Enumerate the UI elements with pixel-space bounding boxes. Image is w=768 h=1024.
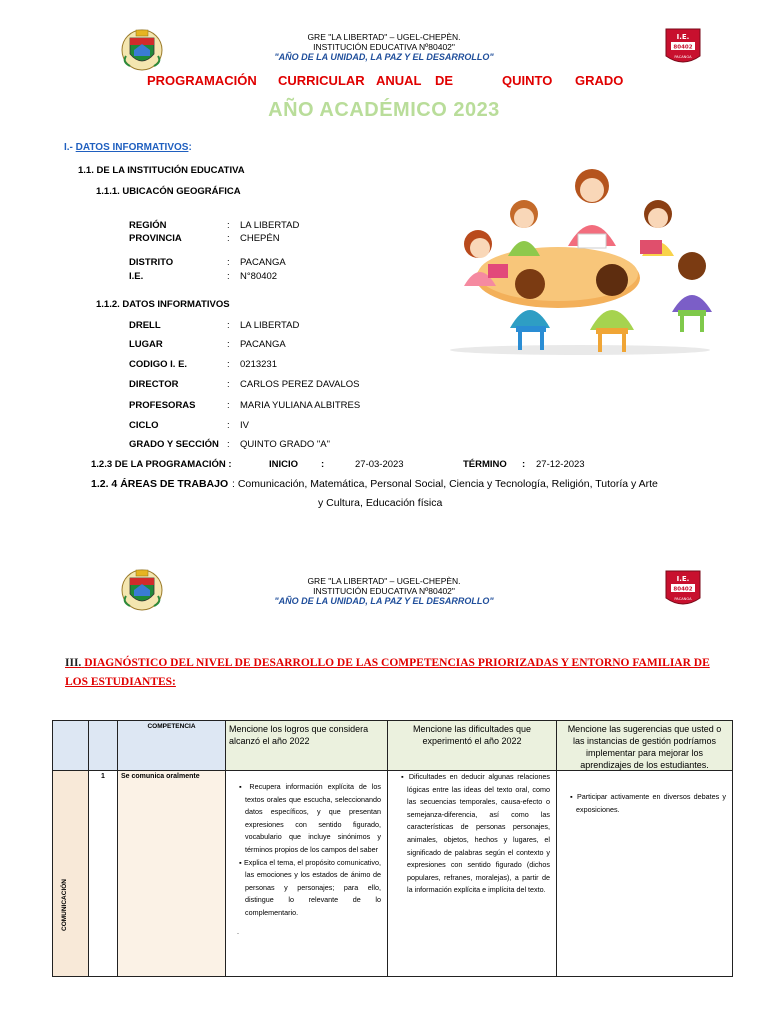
header-motto: "AÑO DE LA UNIDAD, LA PAZ Y EL DESARROLLO" (274, 52, 494, 62)
colon: : (227, 320, 230, 331)
diagnostico-title (65, 654, 725, 692)
inicio-label: INICIO (269, 459, 299, 470)
key-ie: I.E. (129, 271, 144, 282)
key-codigo: CODIGO I. E. (129, 359, 188, 370)
title-year: AÑO ACADÉMICO 2023 (268, 99, 500, 121)
sugerencia-text: Participar activamente en diversos debates y exposiciones. (576, 792, 726, 814)
title-curricular: CURRICULAR (278, 73, 365, 88)
colon: : (227, 379, 230, 390)
key-lugar: LUGAR (129, 339, 163, 350)
areas-value-line2: y Cultura, Educación física (318, 497, 443, 509)
title-de: DE (435, 73, 454, 88)
value-grado-seccion: QUINTO GRADO "A" (240, 439, 330, 450)
logo-right-top-text: I.E. (676, 575, 690, 583)
table-header-dificultades: Mencione las dificultades que experimentó el año 2022 (387, 720, 557, 771)
diagnostico-title-line2: LOS ESTUDIANTES: (65, 676, 176, 688)
key-drell: DRELL (129, 320, 161, 331)
area-label: COMUNICACIÓN (61, 879, 68, 931)
areas-value-line1: : Comunicación, Matemática, Personal Social, Ciencia y Tecnología, Religión, Tutoría y Arte (232, 478, 658, 490)
colon: : (227, 339, 230, 350)
section-datos-informativos (64, 142, 192, 153)
value-drell: LA LIBERTAD (240, 320, 300, 331)
dificultad-item: ▪ Dificultades en deducir algunas relaciones lógicas entre las ideas del texto oral, como las secuencias temporales, causa-efecto o semejanza-diferencia, así como las características de personas personajes, animales, objetos, hechos y lugares, el significado de palabras según el contexto y expresiones con sentido figurado (dichos populares, refranes, moralejas), a partir de la información explícita e implícita del texto. (401, 772, 550, 895)
header-line-1: GRE "LA LIBERTAD" – UGEL-CHEPÈN. (307, 32, 461, 42)
colon: : (227, 220, 230, 231)
key-ciclo: CICLO (129, 420, 159, 431)
colon: : (227, 359, 230, 370)
section-prefix: I.- (64, 142, 73, 153)
value-provincia: CHEPÉN (240, 233, 280, 244)
logros-trailing: . (237, 926, 239, 936)
logo-right-bottom-text: PACANGA (674, 597, 692, 601)
inicio-value: 27-03-2023 (355, 459, 404, 470)
colon: : (227, 257, 230, 268)
table-row-logros (225, 770, 388, 977)
table-header-logros: Mencione los logros que considera alcanzó el año 2022 (225, 720, 388, 771)
colon: : (227, 439, 230, 450)
key-region: REGIÓN (129, 220, 167, 231)
table-area-cell (52, 770, 89, 977)
termino-label: TÉRMINO (463, 459, 507, 470)
key-grado-seccion: GRADO Y SECCIÓN (129, 439, 219, 450)
value-lugar: PACANGA (240, 339, 286, 350)
key-distrito: DISTRITO (129, 257, 174, 268)
key-profesoras: PROFESORAS (129, 400, 196, 411)
sugerencia-item: ▪ Participar activamente en diversos debates y exposiciones. (570, 792, 726, 814)
key-provincia: PROVINCIA (129, 233, 182, 244)
logo-right-mid-text: 80402 (673, 586, 693, 593)
dificultad-text: Dificultades en deducir algunas relaciones lógicas entre las ideas del texto oral, como las secuencias temporales, causa-efecto o semejanza-diferencia, así como las características de personas personajes, animales, objetos, hechos y lugares, el significado de palabras según el contexto y expresiones con sentido figurado (dichos populares, refranes, moralejas), a partir de la información explícita e implícita del texto. (407, 772, 550, 895)
table-header-sugerencias: Mencione las sugerencias que usted o las instancias de gestión podríamos implementar para mejorar los aprendizajes de los estudiantes. (556, 720, 733, 771)
title-quinto: QUINTO (502, 73, 553, 88)
school-logo-right (665, 570, 701, 610)
section-label: DATOS INFORMATIVOS (75, 142, 189, 153)
diagnostico-title-line1: DIAGNÓSTICO DEL NIVEL DE DESARROLLO DE LAS COMPETENCIAS PRIORIZADAS Y ENTORNO FAMILIAR DE (84, 657, 710, 669)
header-line-2: INSTITUCIÓN EDUCATIVA Nº80402" (313, 42, 455, 52)
diagnostico-numeral: III. (65, 657, 82, 669)
logro-item: ▪ Explica el tema, el propósito comunicativo, las emociones y los estados de ánimo de personas y personajes; para ello, distingue lo relevante de lo complementario. (239, 857, 381, 917)
table-header-area (52, 720, 89, 771)
value-ciclo: IV (240, 420, 249, 431)
value-distrito: PACANGA (240, 257, 286, 268)
logro-text: Explica el tema, el propósito comunicativo, las emociones y los estados de ánimo de personas y personajes; para ello, distingue lo relevante de lo complementario. (244, 857, 381, 917)
table-row-dificultades (387, 770, 557, 977)
colon: : (321, 459, 325, 470)
logo-right-bottom-text: PACANGA (674, 55, 692, 59)
key-director: DIRECTOR (129, 379, 179, 390)
table-row-sugerencias (556, 770, 733, 977)
section-suffix: : (188, 142, 192, 153)
header-line-1: GRE "LA LIBERTAD" – UGEL-CHEPÈN. (307, 576, 461, 586)
diagnostico-table (52, 720, 733, 977)
colon: : (227, 233, 230, 244)
header-motto: "AÑO DE LA UNIDAD, LA PAZ Y EL DESARROLLO" (274, 596, 494, 606)
colon: : (522, 459, 526, 470)
sub-institucion: 1.1. DE LA INSTITUCIÓN EDUCATIVA (78, 165, 245, 176)
colon: : (227, 420, 230, 431)
title-programacion: PROGRAMACIÓN (147, 73, 257, 88)
table-header-num (88, 720, 118, 771)
logo-right-mid-text: 80402 (673, 44, 693, 51)
areas-label: 1.2. 4 ÁREAS DE TRABAJO (91, 478, 229, 490)
value-codigo: 0213231 (240, 359, 277, 370)
header-line-2: INSTITUCIÓN EDUCATIVA Nº80402" (313, 586, 455, 596)
sub-datos-informativos: 1.1.2. DATOS INFORMATIVOS (96, 299, 230, 310)
table-row-num: 1 (88, 770, 118, 977)
value-region: LA LIBERTAD (240, 220, 300, 231)
termino-value: 27-12-2023 (536, 459, 585, 470)
table-row-competencia: Se comunica oralmente (117, 770, 226, 977)
sub-ubicacion: 1.1.1. UBICACÓN GEOGRÁFICA (96, 186, 241, 197)
value-director: CARLOS PEREZ DAVALOS (240, 379, 360, 390)
logro-item: ▪ Recupera información explícita de los textos orales que escucha, seleccionando datos específicos, y que presentan expresiones con sentido figurado, vocabulario que incluye sinónimos y términos propios de los campos del saber (239, 782, 382, 854)
title-anual: ANUAL (376, 73, 422, 88)
school-logo-right (665, 28, 701, 68)
classroom-illustration (440, 158, 720, 358)
logo-right-top-text: I.E. (676, 33, 690, 41)
colon: : (227, 271, 230, 282)
colon: : (227, 400, 230, 411)
logro-text: Recupera información explícita de los textos orales que escucha, seleccionando datos específicos, y que presentan expresiones con sentido figurado, vocabulario que incluye sinónimos y términos propios de los campos del saber (245, 782, 382, 854)
programacion-label: 1.2.3 DE LA PROGRAMACIÓN : (91, 459, 232, 470)
table-header-competencia: COMPETENCIA (117, 720, 226, 771)
title-grado: GRADO (575, 73, 624, 88)
value-ie: N°80402 (240, 271, 278, 282)
value-profesoras: MARIA YULIANA ALBITRES (240, 400, 361, 411)
